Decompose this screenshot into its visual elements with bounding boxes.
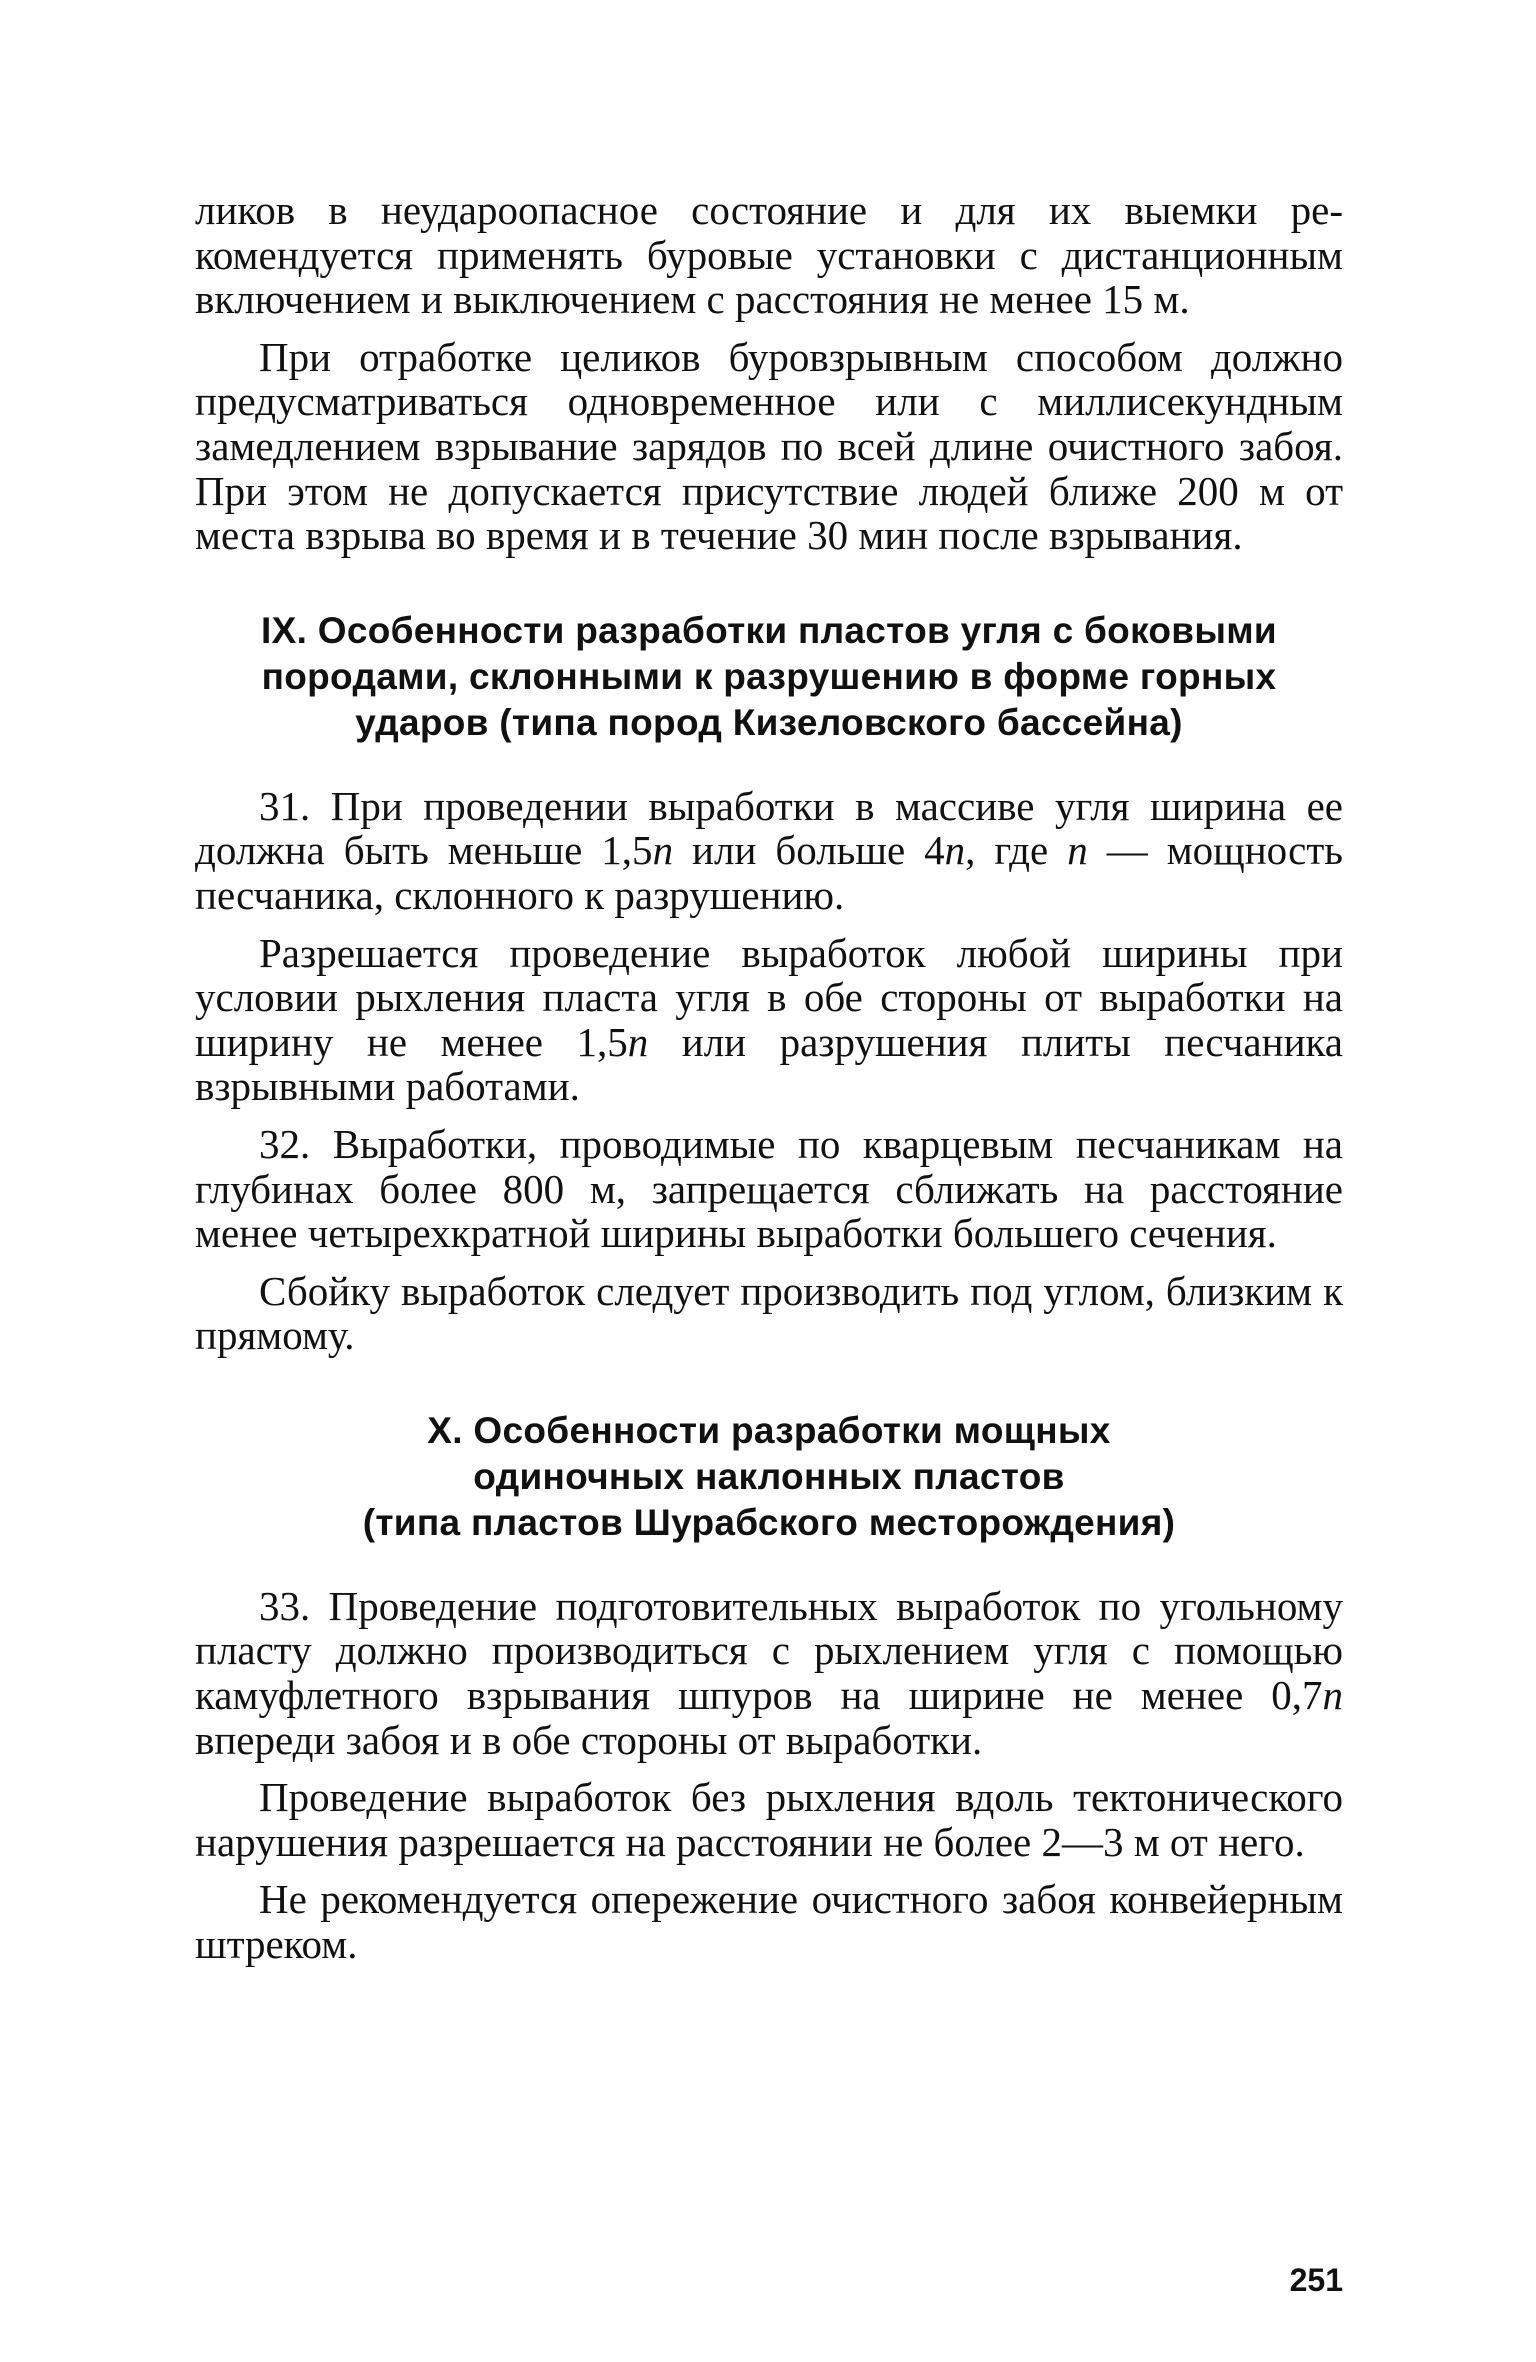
- paragraph-31-text-1: 31. При проведении выработки в массиве угля ширина ее должна быть меньше 1,5: [195, 782, 1343, 874]
- page-number: 251: [1289, 2262, 1343, 2298]
- paragraph-31-var-2: n: [944, 827, 966, 874]
- section-heading-x-line-1: X. Особенности разработки мощных: [427, 1409, 1111, 1451]
- paragraph-blasting-rules: При отработке целиков буровзрывным способом должно предусматриваться одновременное или с миллисекундным замедлением взрывание зарядов по всей длине очистного забоя. При этом не допускается присутствие людей ближе 200 м от места взрыва во время и в течение 30 мин после взрывания.: [195, 333, 1343, 559]
- paragraph-33-text-2: впереди забоя и в обе стороны от выработки.: [195, 1716, 983, 1763]
- paragraph-32-joining: Сбойку выработок следует производить под углом, близким к прямому.: [195, 1267, 1343, 1359]
- paragraph-31-var-1: n: [652, 827, 674, 874]
- paragraph-33: [195, 1584, 1343, 1762]
- section-heading-x-line-2: одиночных наклонных пластов: [473, 1455, 1065, 1497]
- paragraph-continuation: ликов в неудароопасное состояние и для их выемки рекомендуется применять буровые установки с дистанционным включением и выключением с расстояния не менее 15 м.: [195, 187, 1343, 323]
- section-heading-ix-line-3: ударов (типа пород Кизеловского бассейна): [355, 701, 1183, 743]
- section-heading-ix-line-1: IX. Особенности разработки пластов угля с боковыми: [261, 609, 1277, 651]
- paragraph-33-conveyor: Не рекомендуется опережение очистного забоя конвейерным штреком.: [195, 1876, 1343, 1968]
- section-heading-ix-line-2: породами, склонными к разрушению в форме горных: [261, 655, 1277, 697]
- paragraph-32: 32. Выработки, проводимые по кварцевым песчаникам на глубинах более 800 м, запрещается сближать на расстояние менее четырехкратной ширины выработки большего сечения.: [195, 1120, 1343, 1257]
- paragraph-31-permission: [195, 931, 1343, 1109]
- paragraph-33-text-1: 33. Проведение подготовительных выработок по угольному пласту должно производиться с рыхлением угля с помощью камуфлетного взрывания шпуров на ширине не менее 0,7: [195, 1582, 1343, 1719]
- paragraph-33-var: n: [1322, 1672, 1343, 1719]
- paragraph-31-text-3: , где: [965, 827, 1068, 874]
- section-heading-x: [195, 1408, 1343, 1546]
- paragraph-31-permission-text-2: или разрушения плиты песчаника взрывными работами.: [195, 1018, 1344, 1110]
- paragraph-31: [195, 784, 1343, 918]
- section-heading-ix: [195, 608, 1343, 746]
- paragraph-31-text-4: — мощность песчаника, склонного к разрушению.: [195, 827, 1343, 918]
- paragraph-33-tectonic: Проведение выработок без рыхления вдоль тектонического нарушения разрешается на расстоянии не более 2—3 м от него.: [195, 1774, 1343, 1865]
- paragraph-31-text-2: или больше 4: [673, 827, 945, 874]
- document-page: [195, 188, 1343, 2298]
- paragraph-31-var-3: n: [1067, 827, 1088, 874]
- paragraph-31-permission-var: n: [627, 1018, 649, 1065]
- paragraph-31-permission-text-1: Разрешается проведение выработок любой ширины при условии рыхления пласта угля в обе стороны от выработки на ширину не менее 1,5: [195, 929, 1343, 1065]
- section-heading-x-line-3: (типа пластов Шурабского месторождения): [362, 1501, 1176, 1543]
